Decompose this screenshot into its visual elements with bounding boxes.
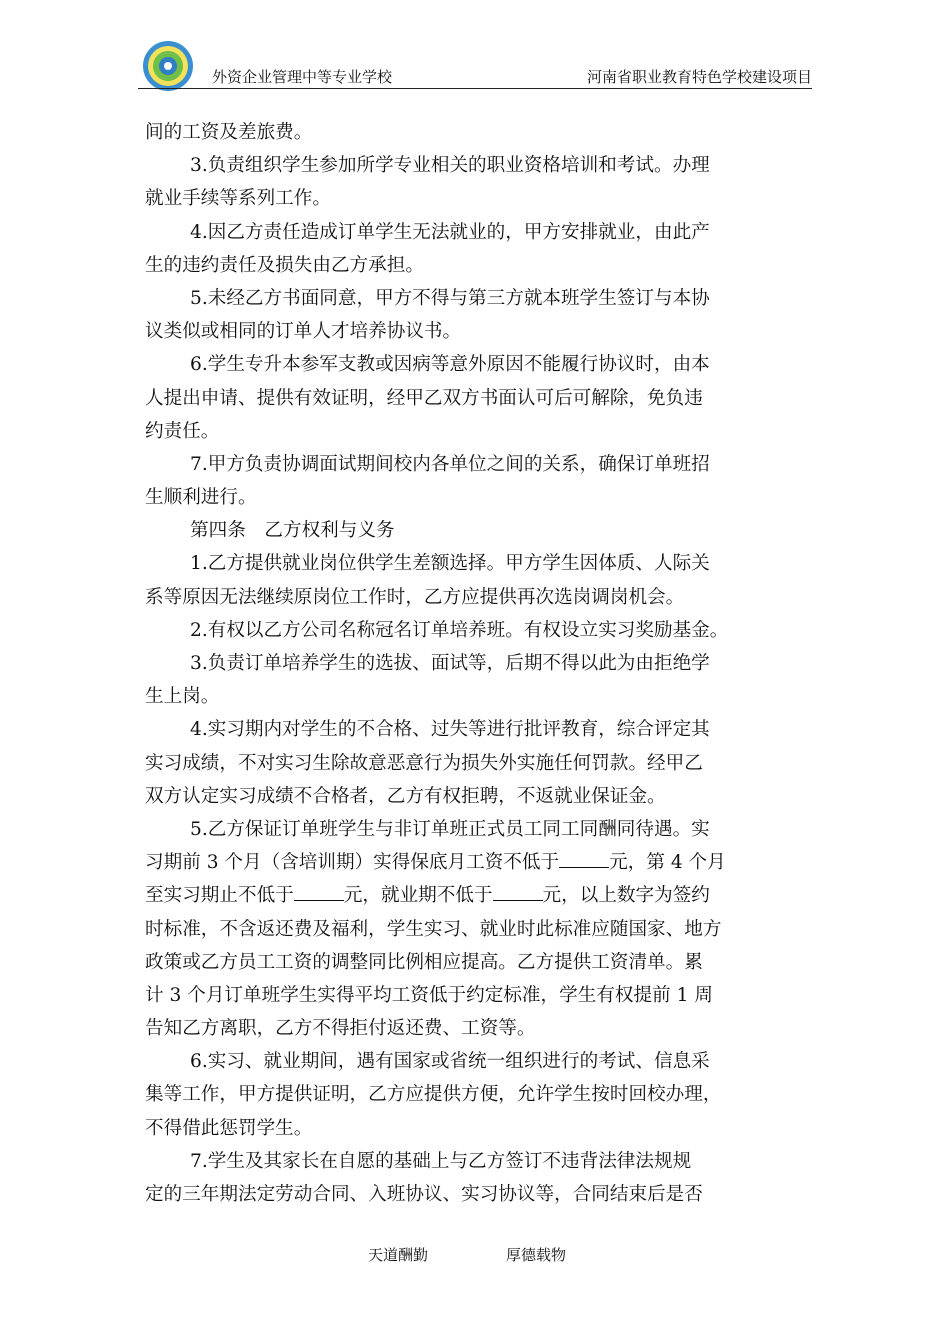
text-line-content: 5.未经乙方书面同意，甲方不得与第三方就本班学生签订与本协 bbox=[190, 287, 710, 309]
text-line-content: 第四条 乙方权利与义务 bbox=[190, 520, 395, 542]
text-line-content: 间的工资及差旅费。 bbox=[145, 122, 313, 143]
text-line bbox=[145, 913, 809, 946]
text-line-content: 政策或乙方员工工资的调整同比例相应提高。乙方提供工资清单。累 bbox=[145, 951, 703, 973]
text-line bbox=[145, 382, 809, 415]
text-line bbox=[145, 780, 809, 813]
text-line-content: 系等原因无法继续原岗位工作时，乙方应提供再次选岗调岗机会。 bbox=[145, 586, 685, 608]
text-line-content: 3.负责订单培养学生的选拔、面试等，后期不得以此为由拒绝学 bbox=[190, 653, 710, 674]
text-line bbox=[145, 581, 809, 614]
text-line-content: 5.乙方保证订单班学生与非订单班正式员工同工同酬同待遇。实 bbox=[190, 818, 710, 840]
text-line bbox=[145, 1145, 809, 1178]
text-line bbox=[145, 1012, 809, 1045]
text-line-content: 4.因乙方责任造成订单学生无法就业的，甲方安排就业，由此产 bbox=[190, 221, 710, 243]
text-line bbox=[145, 713, 809, 746]
text-line-content: 7.学生及其家长在自愿的基础上与乙方签订不违背法律法规规 bbox=[190, 1150, 692, 1172]
text-line-content: 生顺利进行。 bbox=[145, 487, 257, 509]
project-name: 河南省职业教育特色学校建设项目 bbox=[586, 68, 812, 86]
text-line-content: 人提出申请、提供有效证明，经甲乙双方书面认可后可解除，免负违 bbox=[145, 387, 703, 409]
text-line-content: 元，就业期不低于 bbox=[343, 885, 493, 907]
text-line-content: 生上岗。 bbox=[145, 686, 220, 708]
text-line-content: 双方认定实习成绩不合格者，乙方有权拒聘，不返就业保证金。 bbox=[145, 785, 666, 807]
text-line-content: 集等工作，甲方提供证明，乙方应提供方便，允许学生按时回校办理， bbox=[145, 1084, 722, 1106]
text-line-content: 计 3 个月订单班学生实得平均工资低于约定标准，学生有权提前 1 周 bbox=[145, 984, 713, 1006]
footer-motto-right: 厚德载物 bbox=[506, 1246, 567, 1264]
text-line bbox=[145, 149, 809, 182]
text-line bbox=[145, 415, 809, 448]
text-line-content: 生的违约责任及损失由乙方承担。 bbox=[145, 254, 424, 276]
text-line bbox=[145, 182, 809, 215]
footer-motto-left: 天道酬勤 bbox=[368, 1246, 429, 1264]
text-line bbox=[145, 846, 809, 879]
text-line-content: 议类似或相同的订单人才培养协议书。 bbox=[145, 321, 462, 343]
text-line-content: 约责任。 bbox=[145, 420, 220, 442]
document-body bbox=[145, 116, 809, 1211]
text-line-content: 就业手续等系列工作。 bbox=[145, 188, 331, 210]
text-line-content: 告知乙方离职，乙方不得拒付返还费、工资等。 bbox=[145, 1018, 536, 1040]
text-line-content: 习期前 3 个月（含培训期）实得保底月工资不低于 bbox=[145, 852, 560, 874]
text-line bbox=[145, 448, 809, 481]
text-line bbox=[145, 813, 809, 846]
text-line-content: 6.学生专升本参军支教或因病等意外原因不能履行协议时，由本 bbox=[190, 354, 710, 376]
school-emblem-icon bbox=[142, 40, 194, 92]
page-header bbox=[138, 40, 812, 90]
text-line bbox=[145, 116, 809, 149]
text-line bbox=[145, 1045, 809, 1078]
text-line bbox=[145, 680, 809, 713]
text-line-content: 至实习期止不低于 bbox=[145, 885, 294, 907]
text-line-content: 4.实习期内对学生的不合格、过失等进行批评教育，综合评定其 bbox=[190, 719, 710, 741]
text-line-content: 7.甲方负责协调面试期间校内各单位之间的关系，确保订单班招 bbox=[190, 453, 710, 475]
text-line-content: 3.负责组织学生参加所学专业相关的职业资格培训和考试。办理 bbox=[190, 155, 710, 177]
text-line-content: 1.乙方提供就业岗位供学生差额选择。甲方学生因体质、人际关 bbox=[190, 553, 710, 575]
text-line bbox=[145, 249, 809, 282]
text-line bbox=[145, 614, 809, 647]
text-line bbox=[145, 946, 809, 979]
text-line-content: 定的三年期法定劳动合同、入班协议、实习协议等，合同结束后是否 bbox=[145, 1184, 703, 1205]
text-line-content: 时标准，不含返还费及福利，学生实习、就业时此标准应随国家、地方 bbox=[145, 918, 722, 940]
school-name: 外资企业管理中等专业学校 bbox=[212, 68, 393, 86]
text-line bbox=[145, 879, 809, 912]
fill-in-blank[interactable] bbox=[493, 882, 543, 901]
fill-in-blank[interactable] bbox=[294, 882, 344, 901]
text-line-content: 2.有权以乙方公司名称冠名订单培养班。有权设立实习奖励基金。 bbox=[190, 619, 729, 641]
text-line bbox=[145, 1112, 809, 1145]
header-divider bbox=[138, 88, 812, 89]
text-line-content: 元，第 4 个月 bbox=[609, 852, 726, 874]
text-line bbox=[145, 216, 809, 249]
text-line bbox=[145, 1078, 809, 1111]
text-line-content: 6.实习、就业期间，遇有国家或省统一组织进行的考试、信息采 bbox=[190, 1051, 710, 1073]
text-line bbox=[145, 1178, 809, 1211]
text-line bbox=[145, 315, 809, 348]
text-line bbox=[145, 979, 809, 1012]
text-line bbox=[145, 348, 809, 381]
text-line bbox=[145, 514, 809, 547]
text-line bbox=[145, 282, 809, 315]
text-line bbox=[145, 481, 809, 514]
text-line bbox=[145, 647, 809, 680]
text-line-content: 元，以上数字为签约 bbox=[542, 885, 710, 907]
fill-in-blank[interactable] bbox=[559, 849, 609, 868]
text-line bbox=[145, 547, 809, 580]
text-line-content: 实习成绩，不对实习生除故意恶意行为损失外实施任何罚款。经甲乙 bbox=[145, 752, 703, 774]
text-line bbox=[145, 747, 809, 780]
text-line-content: 不得借此惩罚学生。 bbox=[145, 1117, 313, 1139]
